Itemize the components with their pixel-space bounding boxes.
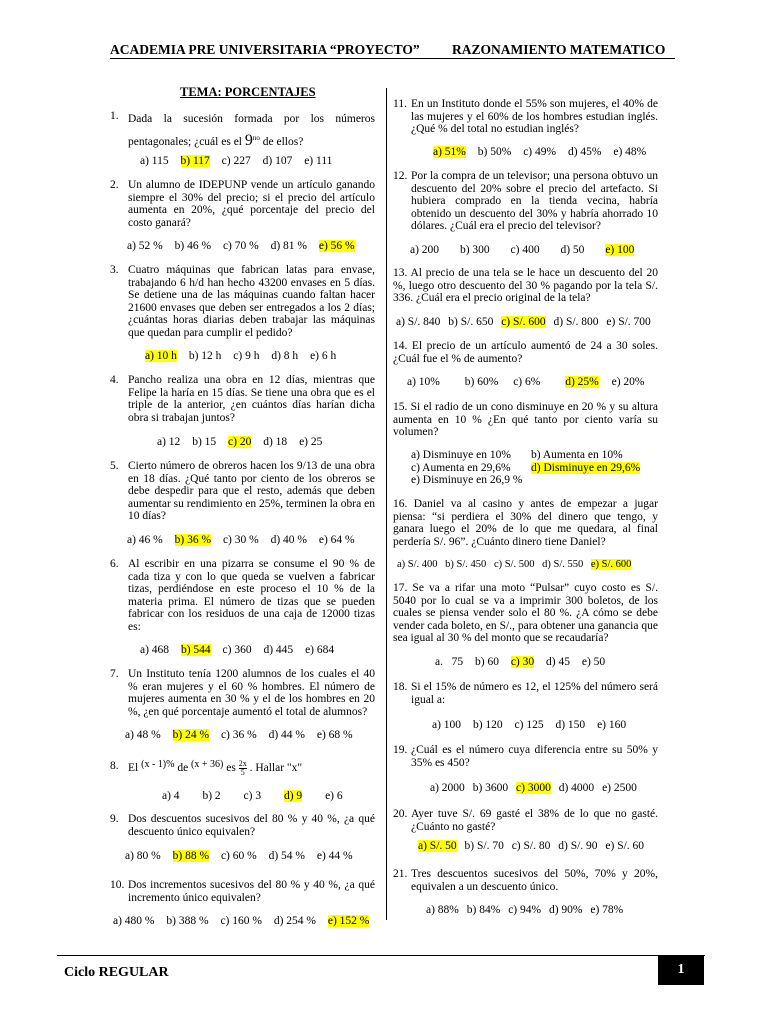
options-18	[432, 719, 635, 731]
option: e) 25	[299, 436, 323, 448]
question-text: Un alumno de IDEPUNP vende un artículo ganando siempre el 30% del precio; si el precio del artículo aumenta en 20%, ¿qué porcentaje del precio del costo ganará?	[128, 179, 375, 229]
option: e) S/. 700	[606, 316, 651, 328]
question-number: 1.	[110, 110, 119, 122]
options-16	[397, 559, 640, 570]
footer-cycle: Ciclo REGULAR	[64, 965, 169, 980]
option: d) 18	[263, 436, 288, 448]
option: a) Disminuye en 10%	[411, 449, 511, 461]
expression: (x - 1)%	[141, 759, 175, 771]
option: d) 45%	[567, 146, 602, 158]
options-13	[396, 316, 660, 328]
question-text: Pancho realiza una obra en 12 días, mientras que Felipe la haría en 15 días. Se tiene una obra que es el triple de la anterior, ¿en cuántos días harían dicha obra si trabajan juntos?	[128, 374, 375, 424]
fraction-denominator: 5	[240, 768, 245, 777]
option: b) 388 %	[166, 915, 209, 927]
option: a) 52 %	[127, 240, 163, 252]
question-number: 11.	[393, 98, 407, 110]
option: d) 150	[555, 719, 586, 731]
question-text: Si el 15% de número es 12, el 125% del número será igual a:	[411, 681, 658, 706]
option: e) Disminuye en 26,9 %	[411, 474, 523, 487]
option: b) 120	[472, 719, 503, 731]
question-text: El	[128, 762, 139, 775]
options-21	[426, 904, 632, 916]
option: d) S/. 90	[558, 840, 598, 852]
option-answer: b) 544	[180, 644, 211, 656]
option: d) 54 %	[268, 850, 305, 862]
question-text: 16. Daniel va al casino y antes de empezar a jugar piensa: “si perdiera el 30% del dinero que tengo, y ganara luego el 20% de lo que me quedara, al final perdería S/. 96”. ¿Cuánto dinero tiene Daniel?	[393, 498, 658, 548]
option: b) S/. 70	[464, 840, 504, 852]
option: d) 445	[263, 644, 294, 656]
option: b) 15	[192, 436, 217, 448]
option-answer: c) S/. 600	[501, 316, 546, 328]
page-number: 1	[677, 962, 685, 977]
option: d) 50	[560, 244, 585, 256]
option-answer: a) 10 h	[145, 350, 177, 362]
option-answer: b) 88 %	[172, 850, 210, 862]
question-number: 18.	[393, 681, 408, 693]
option: a) 115	[140, 155, 169, 167]
option: c) 60 %	[220, 850, 257, 862]
option-answer: e) 152 %	[327, 915, 370, 927]
option: e) 48%	[613, 146, 647, 158]
question-text: Dos incrementos sucesivos del 80 % y 40 %, ¿a qué incremento único equivalen?	[128, 879, 375, 904]
option: d) 45	[546, 656, 570, 668]
option: d) 4000	[558, 782, 595, 794]
question-8	[110, 760, 375, 777]
question-12	[393, 170, 658, 233]
options-6	[140, 644, 343, 656]
question-3	[110, 264, 375, 340]
options-17	[435, 656, 614, 668]
question-number: 9.	[110, 813, 119, 825]
option-answer: a) 51%	[433, 146, 466, 158]
question-text-end: de ellos?	[262, 135, 304, 148]
option-answer: c) 3000	[516, 782, 551, 794]
question-number: 3.	[110, 264, 119, 276]
option: d) 81 %	[270, 240, 307, 252]
options-4	[157, 436, 331, 448]
option: e) 20%	[611, 376, 645, 388]
option-answer: d) 25%	[565, 376, 599, 388]
option: c) 125	[514, 719, 544, 731]
option-answer: e) 56 %	[318, 240, 355, 252]
page-number-box	[658, 955, 704, 985]
options-8	[162, 790, 352, 802]
option: b) Aumenta en 10%	[531, 449, 623, 461]
option: d) 107	[262, 155, 293, 167]
question-text: Tres descuentos sucesivos del 50%, 70% y 20%, equivalen a un descuento único.	[411, 868, 658, 893]
fraction-numerator: 2x	[238, 759, 247, 768]
footer-rule	[57, 955, 705, 956]
question-text: Al escribir en una pizarra se consume el 90 % de cada tiza y con lo que queda se vuelven a fabricar tizas, perdiéndose en este proceso el 10 % de la materia prima. El número de tizas que se pueden fabricar con los residuos de una caja de 12000 tizas es:	[128, 558, 375, 633]
options-1	[140, 155, 341, 167]
option: b) S/. 450	[445, 559, 487, 570]
column-divider	[386, 88, 387, 920]
question-2	[110, 179, 375, 229]
ordinal-superscript: no	[252, 134, 260, 142]
option: e) 2500	[602, 782, 637, 794]
question-text: Por la compra de un televisor; una persona obtuvo un descuento del 20% sobre el precio del artefacto. Si hubiera comprado en la tienda vecina, habría obtenido un descuento del 30% y habría ahorrado 10 dólares. ¿Cuál era el precio del televisor?	[411, 170, 658, 233]
question-number: 5.	[110, 460, 119, 472]
question-11	[393, 98, 658, 136]
option: a) 200	[410, 244, 440, 256]
option: b) S/. 650	[448, 316, 494, 328]
option: c) 400	[510, 244, 540, 256]
option-answer: d) 9	[283, 790, 303, 802]
option-answer: b) 24 %	[172, 729, 210, 741]
option: c) S/. 80	[511, 840, 551, 852]
question-text: Ayer tuve S/. 69 gasté el 38% de lo que no gasté. ¿Cuánto no gasté?	[411, 808, 658, 833]
options-10	[113, 915, 378, 927]
option: a) S/. 840	[396, 316, 441, 328]
question-7	[110, 668, 375, 718]
question-text: En un Instituto donde el 55% son mujeres, el 40% de las mujeres y el 60% de los hombres estudian inglés. ¿Qué % del total no estudian inglés?	[411, 98, 658, 136]
question-number: 2.	[110, 179, 119, 191]
question-16	[393, 498, 658, 548]
question-9	[110, 813, 375, 838]
option: a) 80 %	[125, 850, 161, 862]
fraction	[239, 760, 247, 777]
option: b) 3600	[472, 782, 509, 794]
question-number: 19.	[393, 744, 408, 756]
question-number: 7.	[110, 668, 119, 680]
topic-title: TEMA: PORCENTAJES	[180, 85, 316, 99]
option: d) 40 %	[270, 534, 307, 546]
option-answer: b) 36 %	[174, 534, 212, 546]
question-text: 13. Al precio de una tela se le hace un descuento del 20 %, luego otro descuento del 30 % pagando por la tela S/. 336. ¿Cuál era el precio original de la tela?	[393, 267, 658, 305]
option: c) 6%	[513, 376, 541, 388]
option: a) S/. 400	[397, 559, 438, 570]
option-answer: e) S/. 600	[590, 559, 632, 570]
question-19	[393, 744, 658, 769]
options-14	[407, 376, 654, 388]
header-rule	[110, 58, 675, 59]
option: e) 50	[581, 656, 606, 668]
option: e) 44 %	[316, 850, 353, 862]
option: b) 50%	[477, 146, 512, 158]
question-text: ¿Cuál es el número cuya diferencia entre su 50% y 35% es 450?	[411, 744, 658, 769]
option-answer: e) 100	[605, 244, 635, 256]
option: c) 94%	[508, 904, 542, 916]
option: a) 480 %	[113, 915, 155, 927]
question-text: Cuatro máquinas que fabrican latas para envase, trabajando 6 h/d han hecho 43200 envases en 5 días. Se detiene una de las máquinas cuando faltan hacer 21600 envases que deben ser entregados a los 2 días; ¿cuántas horas diarias deben trabajar las máquinas que quedan para cumplir el pedido?	[128, 264, 375, 339]
question-21	[393, 868, 658, 893]
question-text: Un Instituto tenía 1200 alumnos de los cuales el 40 % eran mujeres y el 60 % hombres. El número de mujeres aumenta en 30 % y el de los hombres en 20 %, ¿en qué porcentaje aumentó el total de alumnos?	[128, 668, 375, 718]
option: e) 6 h	[310, 350, 337, 362]
option: e) 684	[305, 644, 335, 656]
options-7	[125, 729, 362, 741]
option: d) 90%	[548, 904, 583, 916]
option: c) 70 %	[222, 240, 259, 252]
option: d) S/. 550	[542, 559, 584, 570]
question-number: 4.	[110, 374, 119, 386]
question-number: 12.	[393, 170, 408, 182]
question-18	[393, 681, 658, 706]
option: b) 84%	[466, 904, 501, 916]
options-9	[125, 850, 362, 862]
option: b) 2	[202, 790, 221, 802]
option: d) S/. 800	[553, 316, 599, 328]
option-answer: c) 20	[228, 436, 252, 448]
question-5	[110, 460, 375, 523]
option: a) 4	[162, 790, 180, 802]
option: e) S/. 60	[605, 840, 645, 852]
option: b) 60	[474, 656, 499, 668]
option: c) 227	[221, 155, 251, 167]
options-19	[430, 782, 646, 794]
option: b) 300	[459, 244, 490, 256]
option: e) 68 %	[316, 729, 353, 741]
question-13	[393, 267, 658, 305]
question-text: 14. El precio de un artículo aumentó de 24 a 30 soles. ¿Cuál fue el % de aumento?	[393, 340, 658, 365]
question-text: es	[226, 762, 236, 775]
question-text: Dada la sucesión formada por los números pentagonales; ¿cuál es el	[128, 113, 375, 148]
question-text: de	[177, 762, 189, 775]
options-12	[410, 244, 643, 256]
options-2	[127, 240, 364, 252]
option: a) 12	[157, 436, 181, 448]
option-answer: c) 30	[510, 656, 535, 668]
option: b) 60%	[464, 376, 499, 388]
options-20	[418, 840, 653, 852]
option: b) 46 %	[174, 240, 212, 252]
option: b) 12 h	[188, 350, 222, 362]
question-10	[110, 879, 375, 904]
option: a) 48 %	[125, 729, 161, 741]
question-number: 6.	[110, 558, 119, 570]
option: c) 30 %	[222, 534, 259, 546]
question-text: Cierto número de obreros hacen los 9/13 de una obra en 18 días. ¿Qué tanto por ciento de los obreros se debe despedir para que el resto, además que deben aumentar su rendimiento en 25%, terminen la obra en 10 días?	[128, 460, 375, 523]
header-academy: ACADEMIA PRE UNIVERSITARIA “PROYECTO”	[110, 42, 420, 57]
option: e) 111	[304, 155, 333, 167]
option-answer: b) 117	[180, 155, 210, 167]
option: c) 36 %	[220, 729, 257, 741]
question-number: 20.	[393, 808, 408, 820]
option: a) 88%	[426, 904, 459, 916]
question-number: 10.	[110, 879, 125, 891]
option: c) 160 %	[220, 915, 262, 927]
question-text: 15. Si el radio de un cono disminuye en 20 % y su altura aumenta en 10 % ¿En qué tanto por ciento varía su volumen?	[393, 401, 658, 439]
question-17	[393, 582, 658, 645]
question-text: Dos descuentos sucesivos del 80 % y 40 %, ¿a qué descuento único equivalen?	[128, 813, 375, 838]
option: e) 160	[597, 719, 627, 731]
option: c) 360	[222, 644, 252, 656]
option: e) 64 %	[318, 534, 355, 546]
option: a) 100	[432, 719, 462, 731]
options-15	[411, 449, 640, 487]
option: d) 254 %	[273, 915, 316, 927]
header-subject: RAZONAMIENTO MATEMATICO	[452, 42, 666, 57]
option: e) 78%	[590, 904, 624, 916]
option: c) 49%	[523, 146, 557, 158]
question-number: 21.	[393, 868, 408, 880]
question-1	[110, 110, 375, 152]
expression: (x + 36)	[191, 759, 224, 771]
option: a) 2000	[430, 782, 465, 794]
question-text: 17. Se va a rifar una moto “Pulsar” cuyo costo es S/. 5040 por lo cual se va a imprimir 300 boletos, de los cuales se piensa vender solo el 80 %. ¿A cómo se debe vender cada boleto, en S/., para obtener una ganancia que sea igual al 30 % del monto que se recaudaría?	[393, 582, 658, 645]
option: a) 468	[140, 644, 170, 656]
option: c) S/. 500	[493, 559, 535, 570]
question-text: . Hallar "x"	[249, 762, 303, 775]
option: c) 9 h	[233, 350, 260, 362]
option: e) 6	[325, 790, 343, 802]
option: a) 46 %	[127, 534, 163, 546]
options-3	[145, 350, 345, 362]
option: d) 8 h	[271, 350, 299, 362]
option: d) 44 %	[268, 729, 305, 741]
question-4	[110, 374, 375, 424]
question-number: 8.	[110, 760, 119, 772]
option: a. 75	[435, 656, 464, 668]
question-6	[110, 558, 375, 634]
options-11	[433, 146, 655, 158]
option-answer: a) S/. 50	[418, 840, 457, 852]
option: a) 10%	[407, 376, 440, 388]
options-5	[127, 534, 364, 546]
ordinal-number: 9	[244, 131, 253, 149]
option-answer: d) Disminuye en 29,6%	[531, 461, 641, 474]
question-20	[393, 808, 658, 833]
question-15	[393, 401, 658, 439]
option: c) 3	[243, 790, 262, 802]
option: c) Aumenta en 29,6%	[411, 461, 511, 474]
question-14	[393, 340, 658, 365]
